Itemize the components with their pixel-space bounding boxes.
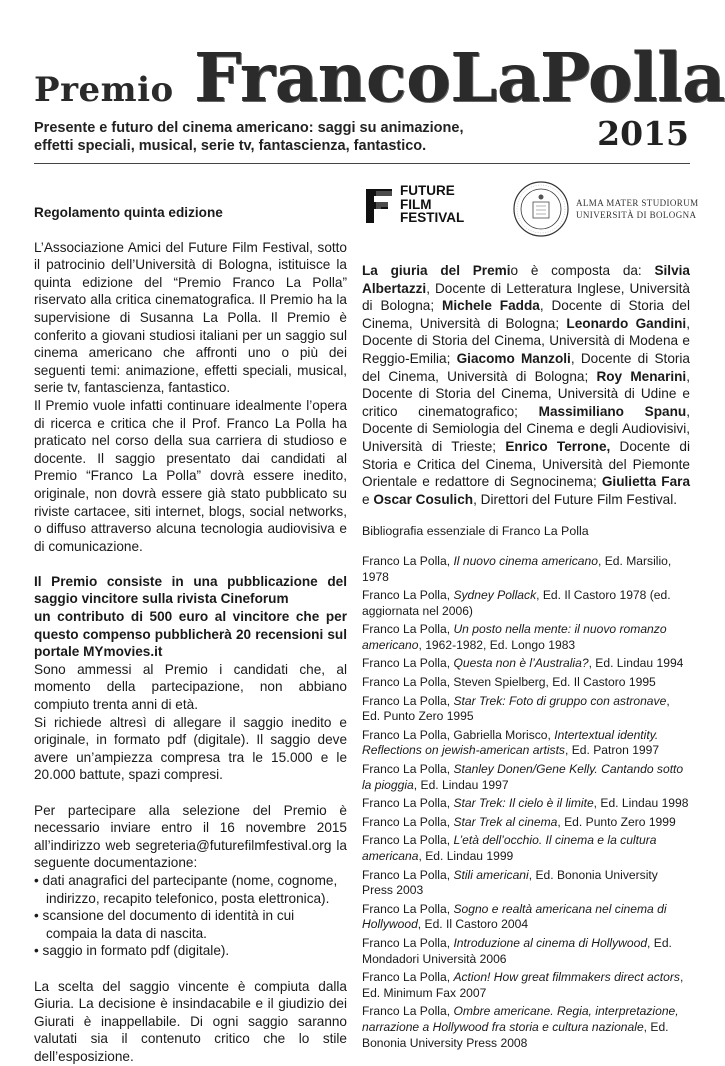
fff-text xyxy=(400,184,464,225)
title-run: Sydney Pollack xyxy=(453,588,537,603)
text-run: Franco La Polla, Steven Spielberg, Ed. Il Castoro 1995 xyxy=(362,675,656,690)
format-paragraph: Si richiede altresì di allegare il saggio inedito e originale, in formato pdf (digitale). Il saggio deve avere un’ampiezza compresa tra le 15.000 e le 20.000 battute, spazi compresi. xyxy=(34,714,347,783)
jury-column xyxy=(362,262,690,1054)
title-run: Ombre americane. Regia, interpretazione, narrazione a Hollywood fra storia e cultura nazionale xyxy=(362,1004,679,1034)
bibliography-item xyxy=(362,622,690,653)
title-run: Sogno e realtà americana nel cinema di Hollywood xyxy=(362,901,667,932)
bibliography-item xyxy=(362,1004,690,1051)
text-run: Franco La Polla, xyxy=(362,553,454,568)
mission-paragraph: Il Premio vuole infatti continuare idealmente l’opera di ricerca e critica che il Prof. Franco La Polla ha praticato nel corso della sua carriera di studioso e docente. Il saggio presentato dai candidati al Premio “Franco La Polla” dovrà essere inedito, originale, non dovrà essere già stato pubblicato su riviste cartacee, siti internet, blogs, social networks, o diffuso attraverso alcuna tecnologia audiovisiva e di comunicazione. xyxy=(34,397,347,554)
list-item: • saggio in formato pdf (digitale). xyxy=(34,942,347,960)
bibliography-item xyxy=(362,675,690,691)
unibo-text xyxy=(576,197,699,221)
text-run: Franco La Polla, xyxy=(362,935,454,950)
title-run: Un posto nella mente: il nuovo romanzo americano xyxy=(362,622,667,652)
bold-run: Leonardo Gandini xyxy=(566,315,687,331)
text-run: , Ed. Minimum Fax 2007 xyxy=(362,970,684,1000)
text-run: Franco La Polla, xyxy=(362,622,454,637)
text-run: Franco La Polla, xyxy=(362,588,454,603)
text-run: , Ed. Mondadori Università 2006 xyxy=(362,935,672,966)
university-seal-icon xyxy=(512,180,570,238)
bibliography-item xyxy=(362,588,690,619)
premio-label: Premio xyxy=(34,70,174,110)
text-run: , Ed. Marsilio, 1978 xyxy=(362,553,672,584)
list-item: • scansione del documento di identità in cui compaia la data di nascita. xyxy=(34,907,347,942)
bold-run: Giacomo Manzoli xyxy=(456,350,571,366)
bold-run: Michele Fadda xyxy=(442,298,540,314)
title-run: Il nuovo cinema americano xyxy=(453,553,598,568)
bibliography-item xyxy=(362,796,690,812)
text-run: , Docente di Storia del Cinema, Università di Modena e Reggio-Emilia; xyxy=(362,315,690,366)
title-run: Stanley Donen/Gene Kelly. Cantando sotto la pioggia xyxy=(362,762,684,792)
title-run: Star Trek al cinema xyxy=(453,814,558,829)
bibliography-title: Bibliografia essenziale di Franco La Polla xyxy=(362,524,589,539)
title-run: L’età dell’occhio. Il cinema e la cultura americana xyxy=(362,833,657,863)
page-header xyxy=(34,38,725,117)
bold-run: Silvia Albertazzi xyxy=(362,263,690,296)
year: 2015 xyxy=(597,114,689,153)
text-run: Franco La Polla, xyxy=(362,693,454,708)
eligibility-paragraph: Sono ammessi al Premio i candidati che, al momento della partecipazione, non abbiano compiuto trenta anni di età. xyxy=(34,661,347,713)
title-run: Star Trek: Il cielo è il limite xyxy=(453,796,594,811)
text-run: , Ed. Lindau 1998 xyxy=(593,796,689,811)
text-run: Franco La Polla, xyxy=(362,796,454,811)
text-run: Franco La Polla, xyxy=(362,814,454,829)
text-run: , Docente di Semiologia del Cinema e degli Audiovisivi, Università di Trieste; xyxy=(362,403,690,454)
title-run: Intertextual identity. Reflections on jewish-american artists xyxy=(362,727,659,758)
text-run: , Direttori del Future Film Festival. xyxy=(473,491,678,507)
text-run: Franco La Polla, xyxy=(362,762,454,777)
title-run: Questa non è l’Australia? xyxy=(453,656,589,671)
fff-line: FUTURE xyxy=(400,183,455,198)
subtitle: Presente e futuro del cinema americano: saggi su animazione, effetti speciali, musical, serie tv, fantascienza, fantastico. xyxy=(34,120,464,154)
header-divider xyxy=(34,163,690,164)
bold-run: Enrico Terrone, xyxy=(505,438,611,454)
title-run: Star Trek: Foto di gruppo con astronave xyxy=(453,693,667,708)
bibliography-list xyxy=(362,554,690,1051)
unibo-line: UNIVERSITÀ DI BOLOGNA xyxy=(576,210,697,220)
fff-line: FESTIVAL xyxy=(400,210,465,225)
contribution-paragraph: un contributo di 500 euro al vincitore che per questo compenso pubblicherà 20 recensioni sul portale MYmovies.it xyxy=(34,609,347,660)
bibliography-item xyxy=(362,694,690,725)
future-film-festival-logo xyxy=(362,183,482,227)
fff-line: FILM xyxy=(400,196,432,212)
documents-list xyxy=(34,872,347,960)
text-run: Franco La Polla, xyxy=(362,901,454,916)
text-run: Franco La Polla, xyxy=(362,867,454,882)
bibliography-item xyxy=(362,815,690,831)
jury-decision-paragraph: La scelta del saggio vincente è compiuta dalla Giuria. La decisione è insindacabile e il giudizio dei Giurati è inappellabile. Di ogni saggio saranno valutati sia il contenuto critico che lo stile dell’esposizione. xyxy=(34,978,347,1064)
franco-la-polla-title: FrancoLaPolla xyxy=(194,38,725,117)
bold-run: Massimiliano Spanu xyxy=(538,403,687,419)
text-run: e xyxy=(362,491,374,507)
list-item: • dati anagrafici del partecipante (nome, cognome, indirizzo, recapito telefonico, posta elettronica). xyxy=(34,872,347,907)
bold-run: Roy Menarini xyxy=(596,368,687,384)
bibliography-item xyxy=(362,833,690,864)
title-run: Introduzione al cinema di Hollywood xyxy=(453,935,648,950)
bold-run: Oscar Cosulich xyxy=(373,491,474,507)
text-run: , Docente di Storia del Cinema, Università di Bologna; xyxy=(362,298,690,331)
text-run: , Ed. Il Castoro 2004 xyxy=(417,917,529,932)
bibliography-item xyxy=(362,554,690,585)
text-run: Franco La Polla, xyxy=(362,656,454,671)
bibliography-item xyxy=(362,656,690,672)
text-run: , Ed. Punto Zero 1999 xyxy=(557,814,676,829)
fff-mark-icon xyxy=(362,183,396,227)
text-run: Docente di Storia e Critica del Cinema, Università del Piemonte Orientale e redattore di Segnocinema; xyxy=(362,438,690,490)
text-run: , Ed. Bononia University Press 2008 xyxy=(362,1019,669,1050)
bibliography-item xyxy=(362,902,690,933)
text-run: , 1962-1982, Ed. Longo 1983 xyxy=(418,637,576,652)
text-run: , Ed. Il Castoro 1978 (ed. aggiornata nel 2006) xyxy=(362,588,671,618)
text-run: , Ed. Lindau 1999 xyxy=(418,849,514,863)
title-run: Stili americani xyxy=(453,867,529,882)
bibliography-item xyxy=(362,936,690,967)
bibliography-item xyxy=(362,728,690,759)
bibliography-item xyxy=(362,970,690,1001)
text-run: , Docente di Letteratura Inglese, Università di Bologna; xyxy=(362,280,690,314)
title-run: Action! How great filmmakers direct actors xyxy=(453,970,680,985)
prize-paragraph: Il Premio consiste in una pubblicazione del saggio vincitore sulla rivista Cineforum xyxy=(34,573,347,607)
text-run: Franco La Polla, xyxy=(362,970,454,985)
spacer xyxy=(34,784,347,802)
regolamento-column xyxy=(34,204,347,1066)
text-run: Franco La Polla, xyxy=(362,833,454,848)
jury-paragraph xyxy=(362,262,690,508)
spacer xyxy=(34,960,347,978)
text-run: , Ed. Lindau 1994 xyxy=(588,656,684,671)
text-run: , Ed. Lindau 1997 xyxy=(413,777,509,792)
text-run: Franco La Polla, xyxy=(362,1004,454,1019)
text-run: , Ed. Patron 1997 xyxy=(564,743,660,758)
submission-paragraph: Per partecipare alla selezione del Premio è necessario inviare entro il 16 novembre 2015 all’indirizzo web segreteria@futurefilmfestival.org la seguente documentazione: xyxy=(34,802,347,871)
text-run: Franco La Polla, Gabriella Morisco, xyxy=(362,727,555,742)
bibliography-item xyxy=(362,762,690,793)
spacer xyxy=(34,555,347,573)
regolamento-title: Regolamento quinta edizione xyxy=(34,205,223,220)
text-run: , Ed. Bononia University Press 2003 xyxy=(362,867,658,898)
text-run: , Docente di Storia del Cinema, Università di Bologna; xyxy=(362,350,690,384)
bold-run: Giulietta Fara xyxy=(601,474,691,490)
text-run: o è composta da: xyxy=(510,263,655,278)
bold-run: La giuria del Premi xyxy=(362,263,511,278)
bibliography-item xyxy=(362,868,690,899)
text-run: , Docente di Storia del Cinema, Università di Udine e critico cinematografico; xyxy=(362,368,690,419)
unibo-line: ALMA MATER STUDIORUM xyxy=(576,198,699,208)
text-run: , Ed. Punto Zero 1995 xyxy=(362,693,670,724)
intro-paragraph: L’Associazione Amici del Future Film Festival, sotto il patrocinio dell’Università di Bologna, istituisce la quinta edizione del “Premio Franco La Polla” riservato alla critica cinematografica. Il Premio ha la supervisione di Susanna La Polla. Il Premio è conferito a giovani studiosi italiani per un saggio sul cinema americano che affronti uno o più dei seguenti temi: animazione, effetti speciali, musical, serie tv, fantascienza, fantastico. xyxy=(34,239,347,396)
